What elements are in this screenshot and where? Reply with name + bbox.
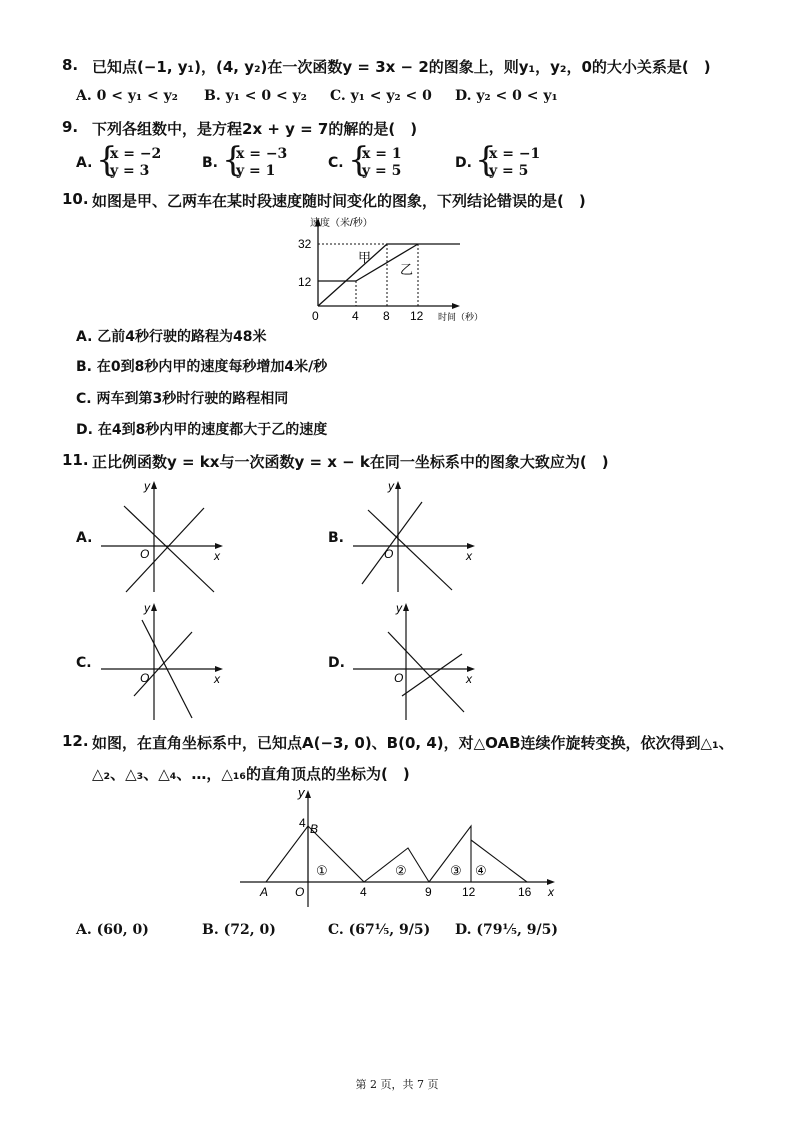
q10-stem: 如图是甲、乙两车在某时段速度随时间变化的图象，下列结论错误的是( ) — [92, 192, 586, 210]
q11-option-a-label: A. — [76, 530, 93, 546]
q11-number: 11. — [62, 451, 89, 469]
q11-option-d-graph[interactable] — [348, 596, 488, 724]
brace-symbol: { — [348, 140, 370, 180]
q9-option-c[interactable] — [328, 140, 428, 182]
q8-stem: 已知点(−1, y₁)，(4, y₂)在一次函数y = 3x − 2的图象上，则y₁，y₂，0的大小关系是( ) — [92, 58, 711, 76]
q11-option-c-graph[interactable] — [96, 596, 236, 724]
x-tick-4: 4 — [360, 885, 367, 899]
option-text: 乙前4秒行驶的路程为48米 — [97, 329, 267, 345]
equation-x: x = −2 — [110, 146, 162, 162]
option-label: D. — [455, 88, 472, 104]
equation-y: y = 3 — [110, 163, 150, 179]
option-label: D. — [76, 422, 93, 438]
q8-option-b[interactable] — [204, 88, 307, 104]
x-tick-9: 9 — [425, 885, 432, 899]
q9-stem: 下列各组数中，是方程2x + y = 7的解的是( ) — [92, 120, 418, 138]
x-label: x — [548, 885, 554, 899]
triangle-4-label: ④ — [475, 863, 487, 878]
option-text: (67⅕, 9/5) — [348, 922, 431, 938]
x-tick-4: 4 — [352, 309, 359, 323]
origin-label: O — [394, 671, 404, 685]
option-label: C. — [76, 391, 92, 407]
x-tick-8: 8 — [383, 309, 390, 323]
equation-y: y = 5 — [362, 163, 402, 179]
option-label: C. — [328, 922, 344, 938]
q11-option-a-graph[interactable] — [96, 474, 236, 599]
equation-y: y = 5 — [489, 163, 529, 179]
option-text: (79⅕, 9/5) — [476, 922, 558, 938]
option-label: D. — [455, 922, 472, 938]
x-tick-0: 0 — [312, 309, 319, 323]
brace-symbol: { — [96, 140, 118, 180]
line-x-minus-k — [362, 502, 422, 584]
equation-y: y = 1 — [236, 163, 276, 179]
y-label: y — [298, 785, 305, 800]
option-label: A. — [76, 922, 92, 938]
triangle-3-label: ③ — [450, 863, 462, 878]
q11-option-c-label: C. — [76, 655, 92, 671]
q9-option-b[interactable] — [202, 140, 302, 182]
line-kx — [368, 510, 452, 590]
option-label: A. — [76, 329, 93, 345]
x-label: x — [214, 549, 220, 563]
x-label: x — [214, 672, 220, 686]
q12-stem-line1: 如图，在直角坐标系中，已知点A(−3, 0)、B(0, 4)，对△OAB连续作旋转变换，依次得到△₁、 — [92, 734, 734, 752]
q10-speed-time-graph — [290, 210, 490, 325]
origin-label: O — [295, 885, 305, 899]
page-footer: 第 2 页，共 7 页 — [355, 1078, 439, 1091]
y-tick-4: 4 — [299, 816, 306, 830]
option-label: C. — [330, 88, 346, 104]
equation-system — [362, 146, 402, 180]
option-text: (60, 0) — [96, 922, 149, 938]
q8-option-d[interactable] — [455, 88, 558, 104]
q10-option-b[interactable] — [76, 356, 327, 376]
line-x-minus-k — [402, 654, 462, 696]
origin-label: O — [140, 547, 150, 561]
y-tick-32: 32 — [298, 237, 312, 251]
q10-option-d[interactable] — [76, 419, 327, 439]
q9-number: 9. — [62, 118, 79, 136]
x-label: x — [466, 672, 472, 686]
y-axis-arrow — [305, 790, 311, 798]
x-tick-12: 12 — [410, 309, 424, 323]
y-axis-arrow — [403, 603, 409, 611]
option-text: y₁ < 0 < y₂ — [225, 88, 307, 104]
option-label: D. — [455, 155, 472, 171]
option-label: B. — [76, 359, 92, 375]
equation-system — [110, 146, 161, 180]
q11-option-b-label: B. — [328, 530, 344, 546]
q10-number: 10. — [62, 190, 89, 208]
y-axis-arrow — [395, 481, 401, 489]
origin-label: O — [384, 547, 394, 561]
q9-option-d[interactable] — [455, 140, 555, 182]
equation-x: x = −3 — [236, 146, 288, 162]
q12-number: 12. — [62, 732, 89, 750]
q8-option-c[interactable] — [330, 88, 432, 104]
x-axis-arrow — [452, 303, 460, 309]
y-axis-arrow — [151, 481, 157, 489]
q11-option-b-graph[interactable] — [348, 474, 488, 599]
option-label: B. — [202, 155, 218, 171]
option-text: y₁ < y₂ < 0 — [350, 88, 432, 104]
q12-stem-line2: △₂、△₃、△₄、…，△₁₆的直角顶点的坐标为( ) — [92, 765, 410, 783]
q12-rotation-figure — [235, 785, 565, 910]
q8-number: 8. — [62, 56, 79, 74]
q12-option-b[interactable] — [202, 922, 276, 938]
q10-option-a[interactable] — [76, 326, 267, 346]
line-jia — [318, 244, 460, 306]
option-label: B. — [204, 88, 221, 104]
y-tick-12: 12 — [298, 275, 312, 289]
equation-x: x = −1 — [489, 146, 541, 162]
label-yi: 乙 — [400, 262, 414, 277]
option-label: A. — [76, 155, 93, 171]
q8-option-a[interactable] — [76, 88, 178, 104]
q9-option-a[interactable] — [76, 140, 176, 182]
x-label: x — [466, 549, 472, 563]
brace-symbol: { — [222, 140, 244, 180]
x-tick-12: 12 — [462, 885, 476, 899]
option-text: 两车到第3秒时行驶的路程相同 — [96, 391, 289, 407]
x-tick-16: 16 — [518, 885, 532, 899]
y-label: y — [144, 601, 150, 615]
brace-symbol: { — [475, 140, 497, 180]
y-axis-arrow — [151, 603, 157, 611]
y-axis-label: 速度（米/秒） — [310, 218, 373, 229]
y-label: y — [396, 601, 402, 615]
line-x-minus-k — [126, 508, 204, 592]
option-text: y₂ < 0 < y₁ — [476, 88, 558, 104]
q11-stem: 正比例函数y = kx与一次函数y = x − k在同一坐标系中的图象大致应为( ) — [92, 453, 609, 471]
point-b-label: B — [310, 822, 319, 836]
y-label: y — [388, 479, 394, 493]
triangle-2-label: ② — [395, 863, 407, 878]
option-text: (72, 0) — [223, 922, 276, 938]
q12-option-a[interactable] — [76, 922, 149, 938]
equation-x: x = 1 — [362, 146, 402, 162]
triangle-oab — [266, 826, 308, 882]
option-label: A. — [76, 88, 92, 104]
option-label: C. — [328, 155, 344, 171]
origin-label: O — [140, 671, 150, 685]
q10-option-c[interactable] — [76, 388, 288, 408]
q12-option-c[interactable] — [328, 922, 430, 938]
x-axis-label: 时间（秒） — [438, 312, 484, 322]
line-x-minus-k — [134, 632, 192, 696]
triangle-1-label: ① — [316, 863, 328, 878]
equation-system — [489, 146, 540, 180]
label-jia: 甲 — [358, 250, 372, 265]
point-a-label: A — [260, 885, 269, 899]
option-text: 在4到8秒内甲的速度都大于乙的速度 — [97, 422, 328, 438]
q12-option-d[interactable] — [455, 922, 558, 938]
equation-system — [236, 146, 287, 180]
option-text: 在0到8秒内甲的速度每秒增加4米/秒 — [96, 359, 328, 375]
q11-option-d-label: D. — [328, 655, 345, 671]
option-text: 0 < y₁ < y₂ — [96, 88, 178, 104]
y-label: y — [144, 479, 150, 493]
option-label: B. — [202, 922, 219, 938]
